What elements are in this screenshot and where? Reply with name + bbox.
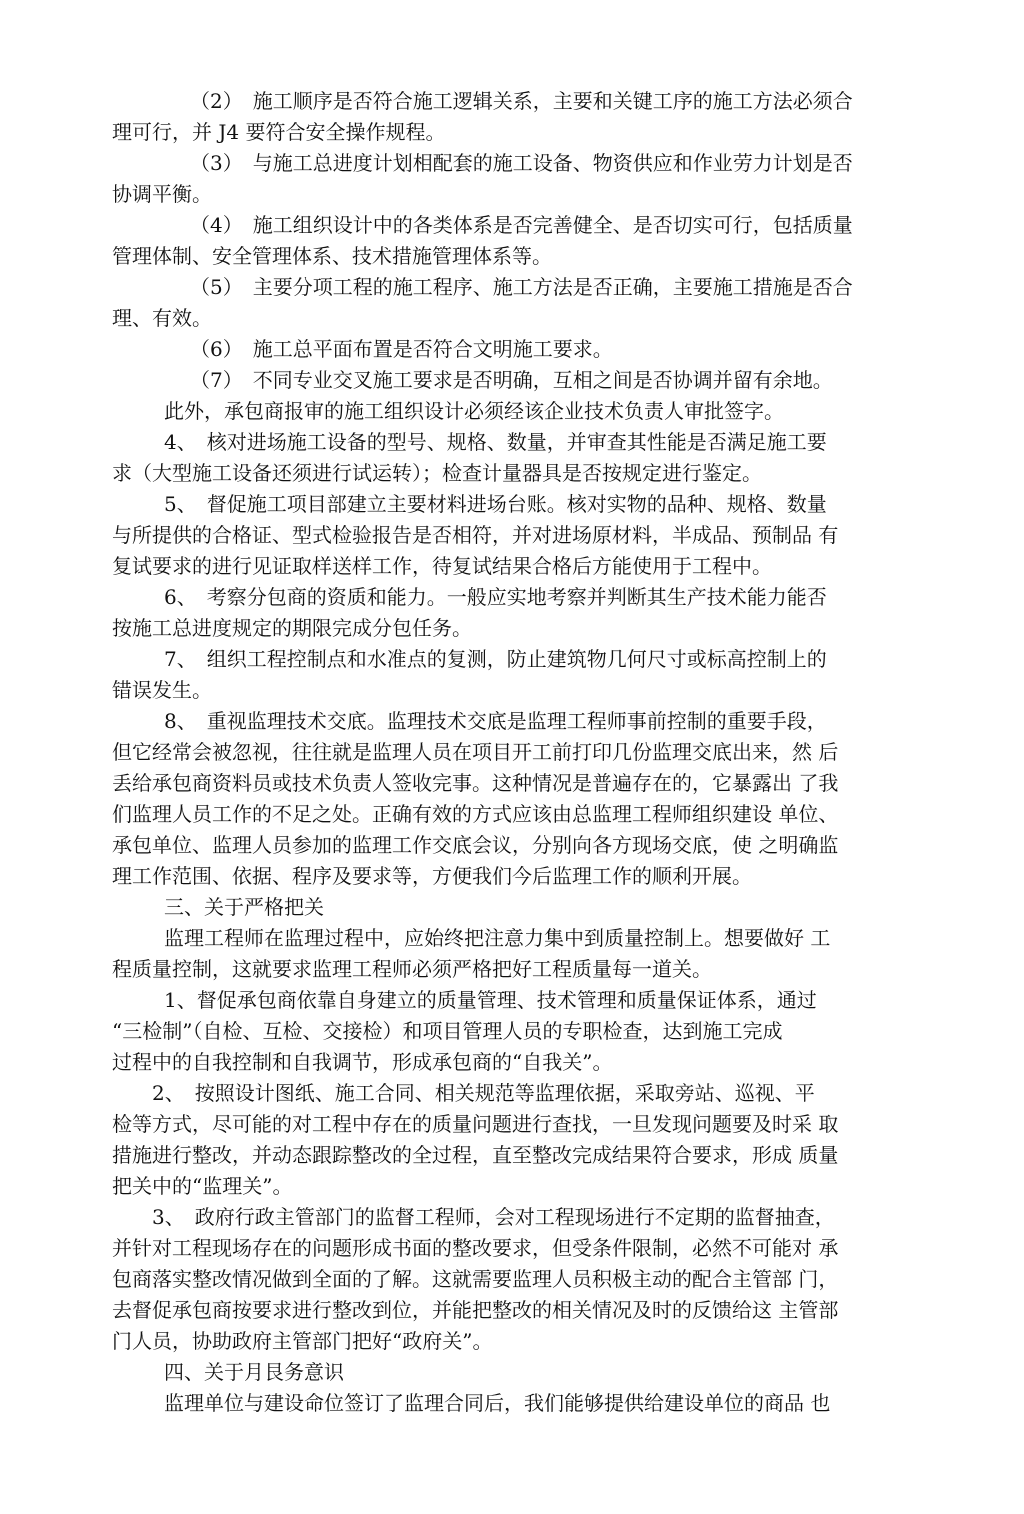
text-line: 1、督促承包商依靠自身建立的质量管理、技术管理和质量保证体系，通过	[164, 988, 817, 1012]
text-line: 但它经常会被忽视，往往就是监理人员在项目开工前打印几份监理交底出来，然 后	[112, 740, 839, 764]
text-line: 把关中的“监理关”。	[112, 1174, 293, 1198]
text-line: 此外，承包商报审的施工组织设计必须经该企业技术负责人审批签字。	[164, 399, 784, 423]
text-line: 监理单位与建设命位签订了监理合同后，我们能够提供给建设单位的商品 也	[164, 1391, 831, 1415]
text-line: 按施工总进度规定的期限完成分包任务。	[112, 616, 472, 640]
text-line: 管理体制、安全管理体系、技术措施管理体系等。	[112, 244, 552, 268]
text-line: 与所提供的合格证、型式检验报告是否相符，并对进场原材料，半成品、预制品 有	[112, 523, 839, 547]
text-line: 协调平衡。	[112, 182, 212, 206]
text-line: 并针对工程现场存在的问题形成书面的整改要求，但受条件限制，必然不可能对 承	[112, 1236, 839, 1260]
text-line: 理工作范围、依据、程序及要求等，方便我们今后监理工作的顺利开展。	[112, 864, 752, 888]
text-line: 4、 核对进场施工设备的型号、规格、数量，并审查其性能是否满足施工要	[164, 430, 827, 454]
text-line: 四、关于月艮务意识	[164, 1360, 344, 1384]
text-line: 检等方式，尽可能的对工程中存在的质量问题进行查找，一旦发现问题要及时采 取	[112, 1112, 839, 1136]
text-line: “三检制”（自检、互检、交接检）和项目管理人员的专职检查，达到施工完成	[112, 1019, 783, 1043]
text-line: 程质量控制，这就要求监理工程师必须严格把好工程质量每一道关。	[112, 957, 712, 981]
text-line: （5） 主要分项工程的施工程序、施工方法是否正确，主要施工措施是否合	[190, 275, 853, 299]
text-line: 5、 督促施工项目部建立主要材料进场台账。核对实物的品种、规格、数量	[164, 492, 827, 516]
text-line: 3、 政府行政主管部门的监督工程师，会对工程现场进行不定期的监督抽查，	[152, 1205, 835, 1229]
text-line: （6） 施工总平面布置是否符合文明施工要求。	[190, 337, 613, 361]
text-line: 过程中的自我控制和自我调节，形成承包商的“自我关”。	[112, 1050, 613, 1074]
text-line: 求（大型施工设备还须进行试运转）；检查计量器具是否按规定进行鉴定。	[112, 461, 762, 485]
text-line: 理可行，并 J4 要符合安全操作规程。	[112, 120, 446, 144]
text-line: 包商落实整改情况做到全面的了解。这就需要监理人员积极主动的配合主管部 门，	[112, 1267, 839, 1291]
text-line: 7、 组织工程控制点和水准点的复测，防止建筑物几何尺寸或标高控制上的	[164, 647, 827, 671]
text-line: （7） 不同专业交叉施工要求是否明确，互相之间是否协调并留有余地。	[190, 368, 833, 392]
text-line: （3） 与施工总进度计划相配套的施工设备、物资供应和作业劳力计划是否	[190, 151, 853, 175]
text-line: 承包单位、监理人员参加的监理工作交底会议，分别向各方现场交底，使 之明确监	[112, 833, 839, 857]
text-line: 三、关于严格把关	[164, 895, 324, 919]
text-line: 理、有效。	[112, 306, 212, 330]
text-line: 错误发生。	[112, 678, 212, 702]
text-line: 8、 重视监理技术交底。监理技术交底是监理工程师事前控制的重要手段，	[164, 709, 827, 733]
document-body	[112, 86, 912, 1419]
text-line: （2） 施工顺序是否符合施工逻辑关系，主要和关键工序的施工方法必须合	[190, 89, 853, 113]
text-line: 们监理人员工作的不足之处。正确有效的方式应该由总监理工程师组织建设 单位、	[112, 802, 839, 826]
text-line: 丢给承包商资料员或技术负责人签收完事。这种情况是普遍存在的，它暴露出 了我	[112, 771, 839, 795]
text-line: 门人员，协助政府主管部门把好“政府关”。	[112, 1329, 493, 1353]
text-line: 6、 考察分包商的资质和能力。一般应实地考察并判断其生产技术能力能否	[164, 585, 827, 609]
text-line: （4） 施工组织设计中的各类体系是否完善健全、是否切实可行，包括质量	[190, 213, 853, 237]
text-line: 2、 按照设计图纸、施工合同、相关规范等监理依据，采取旁站、巡视、平	[152, 1081, 815, 1105]
text-line: 复试要求的进行见证取样送样工作，待复试结果合格后方能使用于工程中。	[112, 554, 772, 578]
text-line: 去督促承包商按要求进行整改到位，并能把整改的相关情况及时的反馈给这 主管部	[112, 1298, 839, 1322]
text-line: 监理工程师在监理过程中，应始终把注意力集中到质量控制上。想要做好 工	[164, 926, 831, 950]
text-line: 措施进行整改，并动态跟踪整改的全过程，直至整改完成结果符合要求，形成 质量	[112, 1143, 839, 1167]
